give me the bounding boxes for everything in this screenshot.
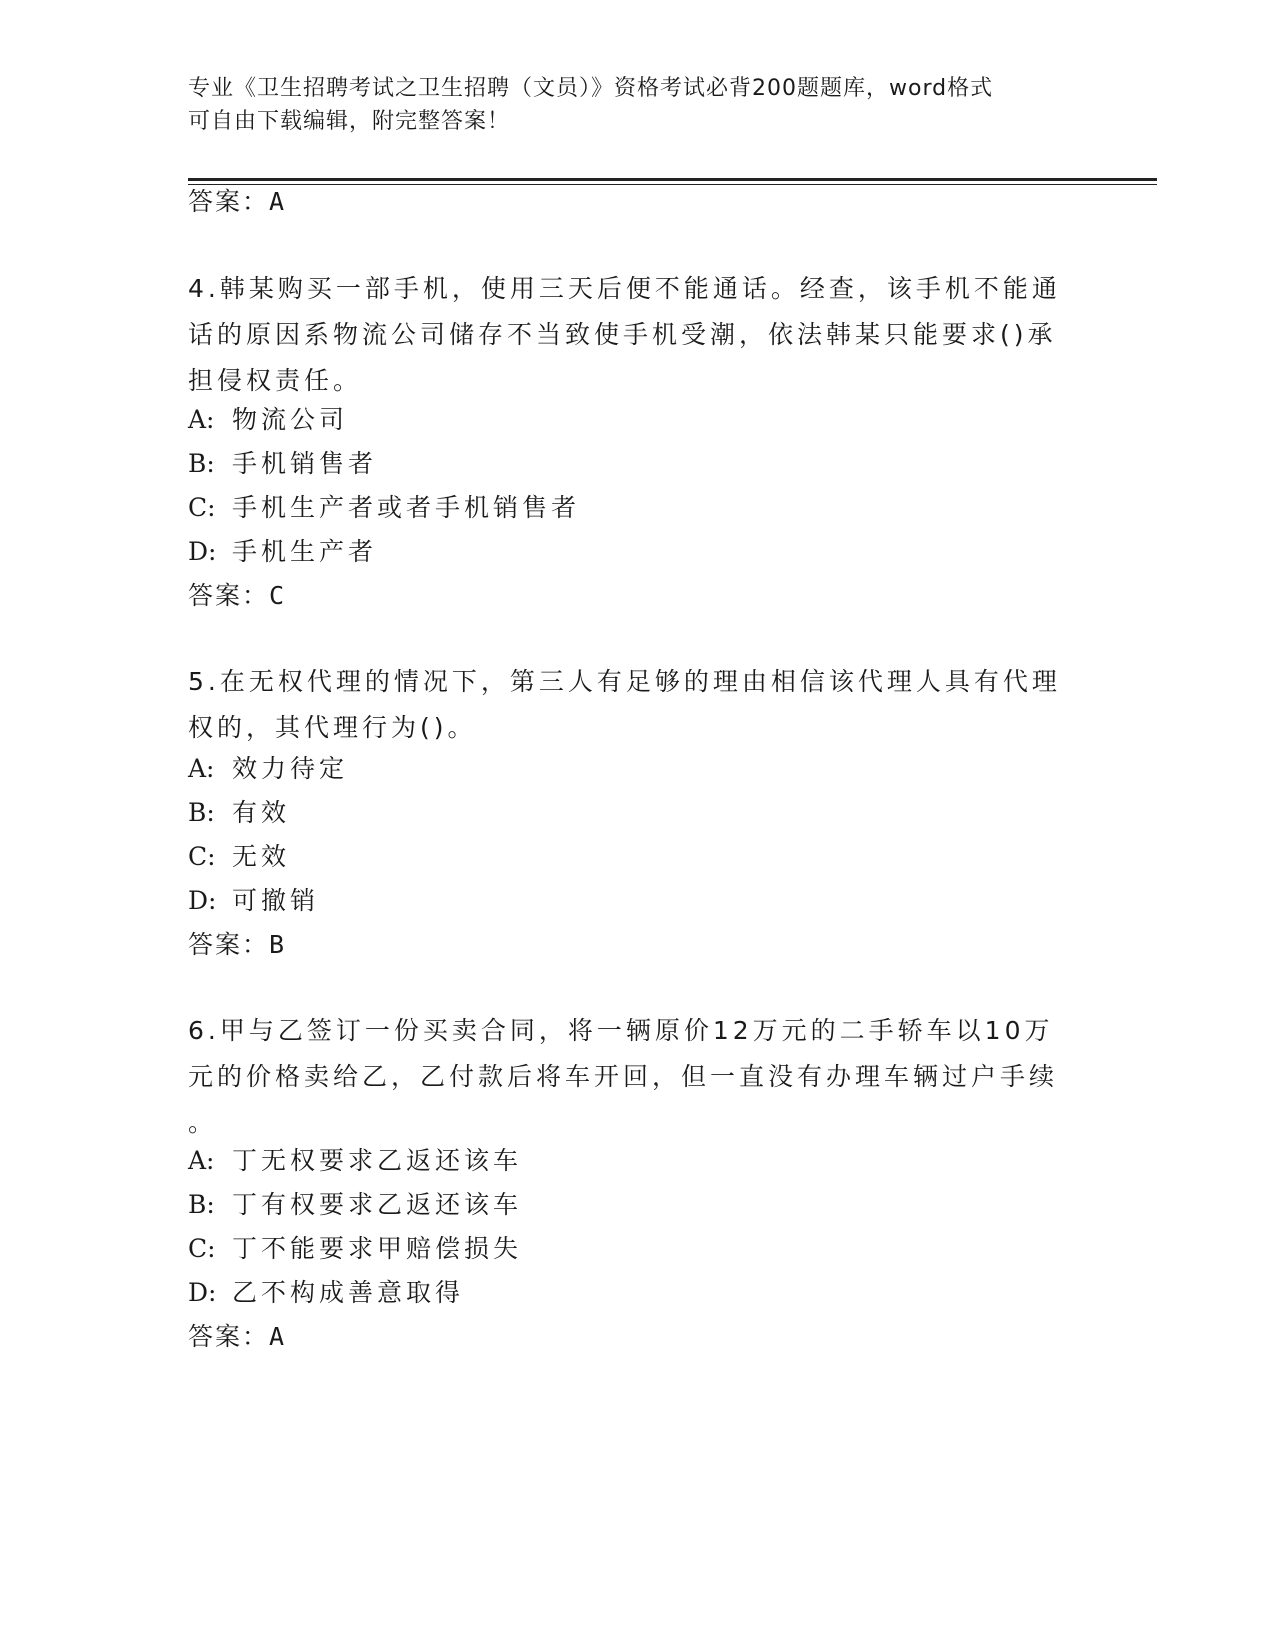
answer-value: A bbox=[269, 187, 285, 216]
question-5-option-a bbox=[188, 751, 348, 787]
answer-label: 答案： bbox=[188, 581, 270, 610]
question-6-option-a bbox=[188, 1143, 522, 1179]
question-5-option-d bbox=[188, 883, 319, 919]
option-key: B: bbox=[188, 1190, 215, 1219]
option-key: A: bbox=[188, 405, 215, 434]
question-line: 话的原因系物流公司储存不当致使手机受潮，依法韩某只能要求()承 bbox=[188, 320, 1057, 349]
document-header bbox=[188, 72, 1068, 138]
option-key: A: bbox=[188, 1146, 215, 1175]
question-line: 元的价格卖给乙，乙付款后将车开回，但一直没有办理车辆过户手续 bbox=[188, 1062, 1059, 1091]
option-key: C: bbox=[188, 1234, 216, 1263]
question-line: 。 bbox=[188, 1108, 218, 1137]
option-text: 有效 bbox=[232, 798, 291, 827]
answer-line bbox=[188, 184, 284, 220]
question-6-answer bbox=[188, 1319, 284, 1355]
question-6-option-c bbox=[188, 1231, 522, 1267]
question-5-option-c bbox=[188, 839, 290, 875]
answer-label: 答案： bbox=[188, 1322, 270, 1351]
option-text: 丁不能要求甲赔偿损失 bbox=[232, 1234, 523, 1263]
question-5-text bbox=[188, 659, 1068, 751]
option-text: 物流公司 bbox=[232, 405, 349, 434]
question-4-option-c bbox=[188, 490, 580, 526]
question-line: 担侵权责任。 bbox=[188, 366, 363, 395]
answer-value: C bbox=[269, 581, 285, 610]
question-4-option-b bbox=[188, 446, 377, 482]
question-6-option-b bbox=[188, 1187, 522, 1223]
question-6-text bbox=[188, 1008, 1068, 1146]
option-key: D: bbox=[188, 537, 217, 566]
answer-label: 答案： bbox=[188, 930, 270, 959]
question-line: 权的，其代理行为()。 bbox=[188, 713, 477, 742]
question-line: 6.甲与乙签订一份买卖合同，将一辆原价12万元的二手轿车以10万 bbox=[188, 1016, 1054, 1045]
answer-value: B bbox=[269, 930, 285, 959]
question-line: 5.在无权代理的情况下，第三人有足够的理由相信该代理人具有代理 bbox=[188, 667, 1061, 696]
option-key: D: bbox=[188, 1278, 217, 1307]
question-4-answer bbox=[188, 578, 284, 614]
question-line: 4.韩某购买一部手机，使用三天后便不能通话。经查，该手机不能通 bbox=[188, 274, 1061, 303]
option-text: 丁无权要求乙返还该车 bbox=[232, 1146, 523, 1175]
option-key: B: bbox=[188, 798, 215, 827]
option-text: 丁有权要求乙返还该车 bbox=[232, 1190, 523, 1219]
option-text: 手机生产者 bbox=[232, 537, 378, 566]
question-4-option-a bbox=[188, 402, 348, 438]
question-6-option-d bbox=[188, 1275, 464, 1311]
option-text: 乙不构成善意取得 bbox=[232, 1278, 465, 1307]
option-key: B: bbox=[188, 449, 215, 478]
header-divider-thick bbox=[188, 178, 1157, 181]
option-text: 手机销售者 bbox=[232, 449, 378, 478]
option-key: C: bbox=[188, 493, 216, 522]
option-key: C: bbox=[188, 842, 216, 871]
question-5-answer bbox=[188, 927, 284, 963]
header-line-2: 可自由下载编辑，附完整答案！ bbox=[188, 109, 511, 134]
answer-label: 答案： bbox=[188, 187, 270, 216]
option-text: 可撤销 bbox=[232, 886, 320, 915]
question-4-text bbox=[188, 266, 1068, 404]
header-divider-thin bbox=[188, 184, 1157, 185]
option-key: D: bbox=[188, 886, 217, 915]
option-text: 手机生产者或者手机销售者 bbox=[232, 493, 581, 522]
question-4-option-d bbox=[188, 534, 377, 570]
option-text: 无效 bbox=[232, 842, 291, 871]
header-line-1: 专业《卫生招聘考试之卫生招聘（文员）》资格考试必背200题题库，word格式 bbox=[188, 76, 994, 101]
answer-value: A bbox=[269, 1322, 285, 1351]
option-key: A: bbox=[188, 754, 215, 783]
question-5-option-b bbox=[188, 795, 290, 831]
option-text: 效力待定 bbox=[232, 754, 349, 783]
